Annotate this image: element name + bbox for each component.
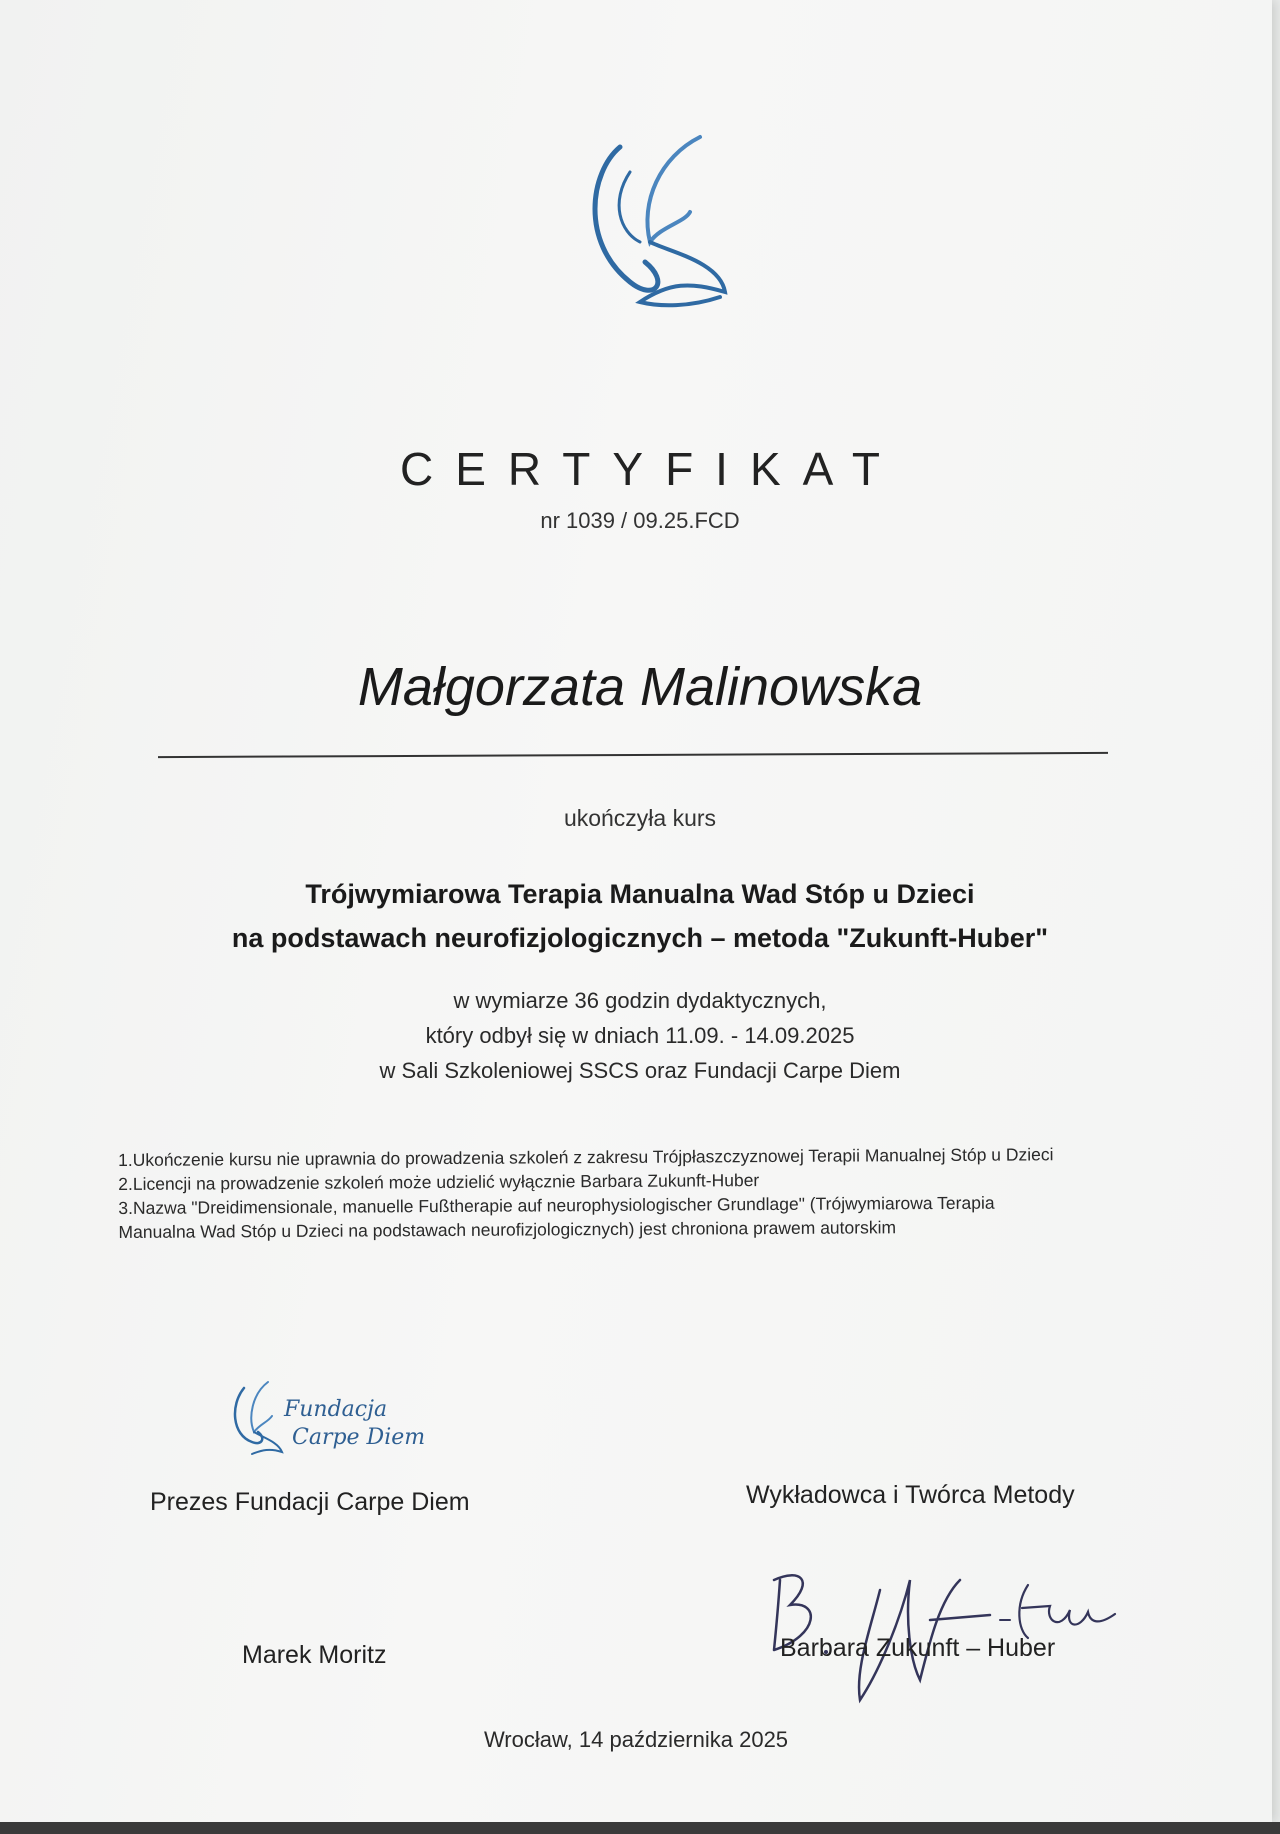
- background-edge: [0, 1822, 1280, 1834]
- foundation-logo-icon: [226, 1380, 436, 1460]
- note-item: 1.Ukończenie kursu nie uprawnia do prowadzenia szkoleń z zakresu Trójpłaszczyznowej Terapii Manualnej Stóp u Dzieci: [118, 1144, 1054, 1170]
- right-signatory-role: Wykładowca i Twórca Metody: [746, 1481, 1075, 1509]
- svg-text:Fundacja: Fundacja: [284, 1397, 388, 1422]
- note-item: Manualna Wad Stóp u Dzieci na podstawach neurofizjologicznych) jest chroniona prawem autorskim: [118, 1217, 897, 1242]
- place-and-date: Wrocław, 14 października 2025: [483, 1727, 789, 1752]
- butterfly-logo-icon: [560, 132, 730, 332]
- course-hours: w wymiarze 36 godzin dydaktycznych,: [453, 988, 827, 1013]
- course-venue: w Sali Szkoleniowej SSCS oraz Fundacji Carpe Diem: [379, 1058, 901, 1083]
- course-details: [0, 983, 1280, 1088]
- course-title-line: Trójwymiarowa Terapia Manualna Wad Stóp u Dzieci: [305, 879, 975, 909]
- course-title: [0, 872, 1280, 960]
- certificate-number: nr 1039 / 09.25.FCD: [540, 508, 740, 533]
- certificate-title: CERTYFIKAT: [400, 443, 902, 495]
- svg-text:Carpe Diem: Carpe Diem: [292, 1425, 426, 1450]
- legal-notes: [118, 1142, 1179, 1244]
- left-signatory-name: Marek Moritz: [242, 1641, 387, 1669]
- note-item: 2.Licencji na prowadzenie szkoleń może udzielić wyłącznie Barbara Zukunft-Huber: [118, 1170, 760, 1194]
- recipient-name: Małgorzata Malinowska: [357, 657, 923, 717]
- note-item: 3.Nazwa "Dreidimensionale, manuelle Fußtherapie auf neurophysiologischer Grundlage" (Trójwymiarowa Terapia: [118, 1192, 995, 1218]
- course-title-line: na podstawach neurofizjologicznych – metoda "Zukunft-Huber": [231, 923, 1049, 953]
- course-dates: który odbył się w dniach 11.09. - 14.09.2025: [425, 1023, 855, 1048]
- completed-text: ukończyła kurs: [563, 805, 717, 831]
- name-underline: [158, 752, 1108, 758]
- left-signatory-role: Prezes Fundacji Carpe Diem: [150, 1488, 470, 1516]
- right-signatory-name: Barbara Zukunft – Huber: [780, 1634, 1056, 1662]
